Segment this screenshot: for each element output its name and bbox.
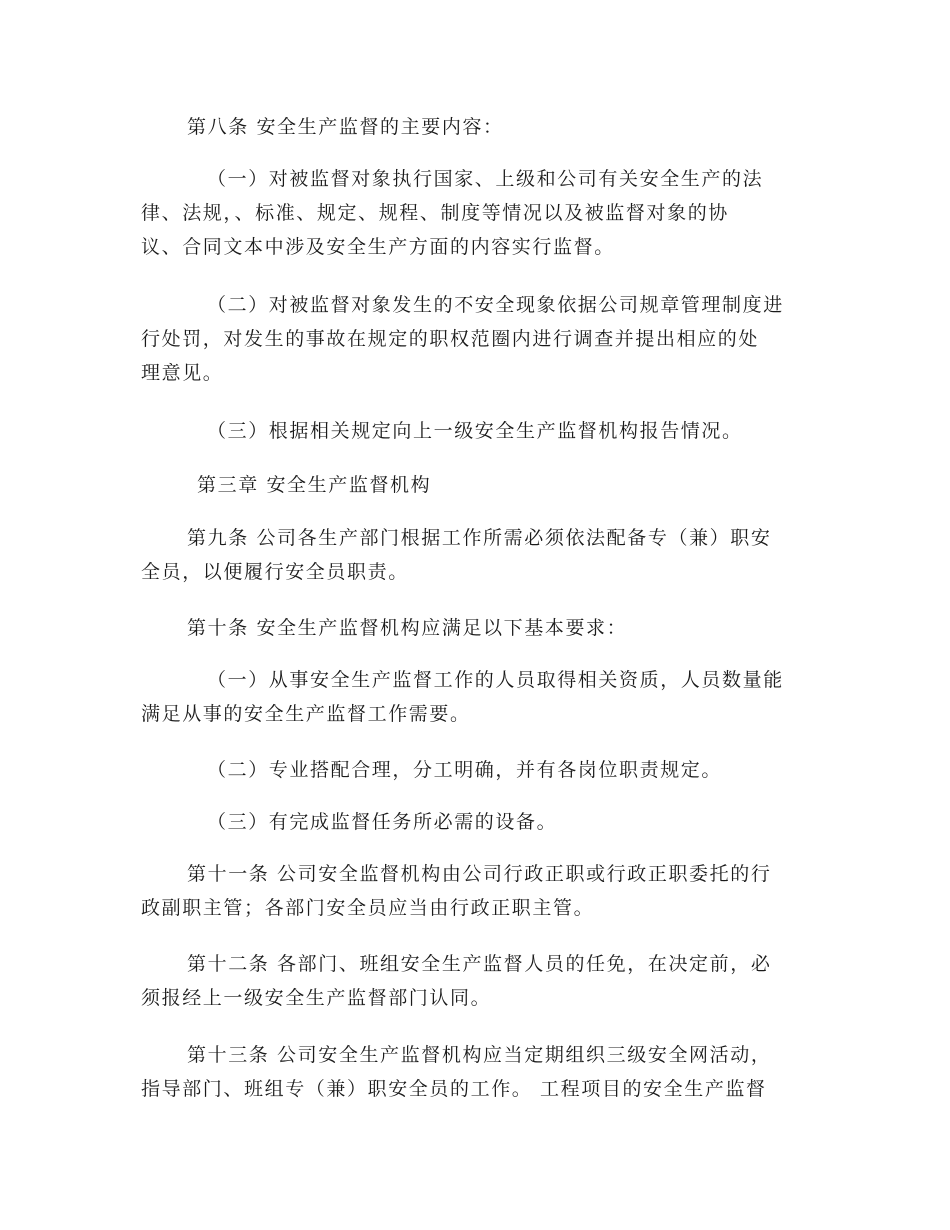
text-line: （一）从事安全生产监督工作的人员取得相关资质，人员数量能 bbox=[207, 669, 784, 691]
text-line: 第十二条 各部门、班组安全生产监督人员的任免，在决定前，必 bbox=[187, 953, 772, 975]
article-10-item-3 bbox=[141, 805, 806, 839]
text-line: 第十一条 公司安全监督机构由公司行政正职或行政正职委托的行 bbox=[187, 863, 772, 885]
article-10-heading bbox=[141, 611, 806, 645]
text-line: （一）对被监督对象执行国家、上级和公司有关安全生产的法 bbox=[207, 168, 764, 190]
text-line: 政副职主管；各部门安全员应当由行政正职主管。 bbox=[141, 897, 595, 919]
text-line: 律、法规，、标准、规定、规程、制度等情况以及被监督对象的协 bbox=[141, 202, 729, 224]
text-line: 满足从事的安全生产监督工作需要。 bbox=[141, 703, 471, 725]
text-line: （三）有完成监督任务所必需的设备。 bbox=[207, 811, 558, 833]
text-line: 指导部门、班组专（兼）职安全员的工作。 工程项目的安全生产监督 bbox=[141, 1078, 767, 1100]
article-10-item-1 bbox=[141, 663, 806, 731]
article-8-item-2 bbox=[141, 288, 806, 390]
text-line: 第九条 公司各生产部门根据工作所需必须依法配备专（兼）职安 bbox=[187, 527, 772, 549]
text-line: 全员，以便履行安全员职责。 bbox=[141, 561, 409, 583]
text-line: （三）根据相关规定向上一级安全生产监督机构报告情况。 bbox=[207, 420, 743, 442]
article-13 bbox=[141, 1038, 806, 1106]
article-8-heading bbox=[141, 110, 806, 144]
chapter-3-heading bbox=[141, 468, 806, 502]
text-line: （二）专业搭配合理，分工明确，并有各岗位职责规定。 bbox=[207, 759, 723, 781]
text-line: 第八条 安全生产监督的主要内容： bbox=[187, 116, 504, 138]
article-11 bbox=[141, 857, 806, 925]
text-line: 理意见。 bbox=[141, 362, 224, 384]
article-10-item-2 bbox=[141, 753, 806, 787]
text-line: 行处罚，对发生的事故在规定的职权范圈内进行调查并提出相应的处 bbox=[141, 328, 760, 350]
article-8-item-1 bbox=[141, 162, 806, 264]
article-12 bbox=[141, 947, 806, 1015]
text-line: 第三章 安全生产监督机构 bbox=[197, 474, 432, 496]
text-line: 议、合同文本中涉及安全生产方面的内容实行监督。 bbox=[141, 236, 615, 258]
text-line: （二）对被监督对象发生的不安全现象依据公司规章管理制度进 bbox=[207, 294, 784, 316]
text-line: 须报经上一级安全生产监督部门认同。 bbox=[141, 987, 492, 1009]
article-9 bbox=[141, 521, 806, 589]
text-line: 第十三条 公司安全生产监督机构应当定期组织三级安全网活动， bbox=[187, 1044, 772, 1066]
article-8-item-3 bbox=[141, 414, 806, 448]
text-line: 第十条 安全生产监督机构应满足以下基本要求： bbox=[187, 617, 628, 639]
